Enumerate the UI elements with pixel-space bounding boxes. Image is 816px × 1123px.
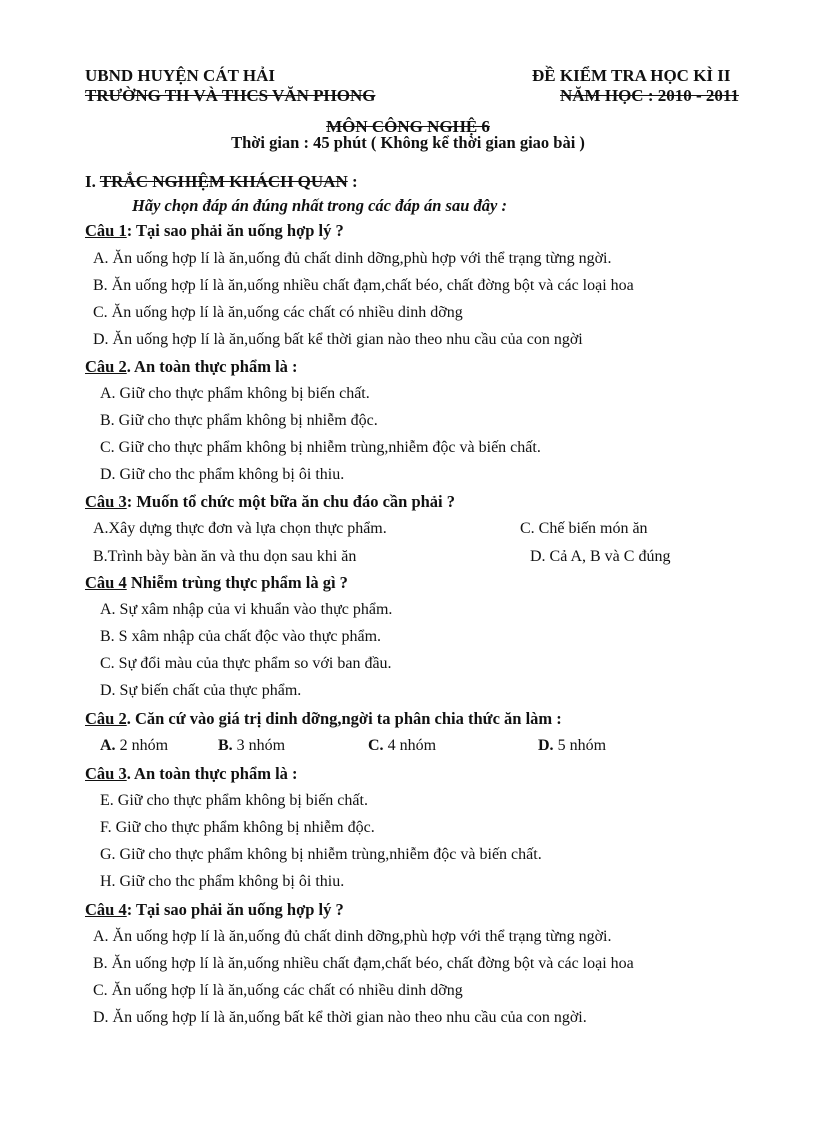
option-b: B.Trình bày bàn ăn và thu dọn sau khi ăn [93,548,357,565]
question-text: : Tại sao phải ăn uống hợp lý ? [126,221,344,240]
option-g: G. Giữ cho thực phẩm không bị nhiễm trùng,nhiễm độc và biến chất. [100,846,542,863]
question-number: Câu 4 [85,900,127,919]
option-d: D. Ăn uống hợp lí là ăn,uống bất kể thời gian nào theo nhu cầu của con ngời. [93,1009,587,1026]
option-c: C. Sự đổi màu của thực phẩm so với ban đầu. [100,655,392,672]
question-text: : Tại sao phải ăn uống hợp lý ? [126,900,344,919]
option-b: B. S xâm nhập của chất độc vào thực phẩm. [100,628,382,645]
option-text: 4 nhóm [383,737,437,754]
section-name: TRẮC NGHIỆM KHÁCH QUAN [99,172,348,191]
option-d [538,737,606,755]
question-heading [85,764,298,784]
question-heading [85,709,562,729]
option-text: 5 nhóm [553,737,607,754]
question-heading [85,221,344,241]
option-e: E. Giữ cho thực phẩm không bị biến chất. [100,792,368,809]
question-number: Câu 3 [85,492,127,511]
option-a: A. Ăn uống hợp lí là ăn,uống đủ chất dinh dỡng,phù hợp với thể trạng từng ngời. [93,928,612,945]
section-prefix: I. [85,172,100,191]
option-a: A. Sự xâm nhập của vi khuẩn vào thực phẩm. [100,601,393,618]
option-a: A. Ăn uống hợp lí là ăn,uống đủ chất dinh dỡng,phù hợp với thể trạng từng ngời. [93,250,612,267]
question-text: : Muốn tổ chức một bữa ăn chu đáo cần phải ? [126,492,456,511]
question-number: Câu 2 [85,357,127,376]
option-d: D. Cả A, B và C đúng [530,548,671,565]
question-text: Nhiễm trùng thực phẩm là gì ? [126,573,348,592]
time-limit: Thời gian : 45 phút ( Không kể thời gian giao bài ) [231,133,585,152]
option-c: C. Chế biến món ăn [520,520,648,537]
school-name: TRƯỜNG TH VÀ THCS VĂN PHONG [85,86,376,105]
question-number: Câu 2 [85,709,127,728]
option-c: C. Ăn uống hợp lí là ăn,uống các chất có nhiều dinh dỡng [93,982,463,999]
option-f: F. Giữ cho thực phẩm không bị nhiễm độc. [100,819,375,836]
option-c [368,737,436,755]
option-d: D. Ăn uống hợp lí là ăn,uống bất kể thời gian nào theo nhu cầu của con ngời [93,331,583,348]
option-b: B. Ăn uống hợp lí là ăn,uống nhiều chất đạm,chất béo, chất đờng bột và các loại hoa [93,277,634,294]
section-title [85,172,358,192]
option-d: D. Giữ cho thc phẩm không bị ôi thiu. [100,466,345,483]
question-text: . Căn cứ vào giá trị dinh dỡng,ngời ta phân chia thức ăn làm : [126,709,562,728]
question-number: Câu 1 [85,221,127,240]
option-b [218,737,285,755]
option-text: 2 nhóm [115,737,169,754]
option-text: 3 nhóm [232,737,286,754]
school-year: NĂM HỌC : 2010 - 2011 [560,86,739,105]
option-c: C. Ăn uống hợp lí là ăn,uống các chất có nhiều dinh dỡng [93,304,463,321]
subject-title: MÔN CÔNG NGHỆ 6 [326,117,490,136]
option-b: B. Giữ cho thực phẩm không bị nhiễm độc. [100,412,378,429]
option-letter: B. [218,737,233,754]
question-number: Câu 4 [85,573,127,592]
option-letter: A. [100,737,116,754]
school-authority: UBND HUYỆN CÁT HẢI [85,66,276,85]
option-a: A. Giữ cho thực phẩm không bị biến chất. [100,385,370,402]
option-c: C. Giữ cho thực phẩm không bị nhiễm trùng,nhiễm độc và biến chất. [100,439,541,456]
question-text: . An toàn thực phẩm là : [126,357,298,376]
question-heading [85,357,298,377]
question-heading [85,492,455,512]
question-text: . An toàn thực phẩm là : [126,764,298,783]
option-letter: D. [538,737,554,754]
option-h: H. Giữ cho thc phẩm không bị ôi thiu. [100,873,345,890]
option-letter: C. [368,737,384,754]
question-heading [85,900,344,920]
option-a: A.Xây dựng thực đơn và lựa chọn thực phẩm. [93,520,387,537]
section-suffix: : [347,172,358,191]
question-heading [85,573,348,593]
exam-title: ĐỀ KIỂM TRA HỌC KÌ II [532,66,731,85]
option-b: B. Ăn uống hợp lí là ăn,uống nhiều chất đạm,chất béo, chất đờng bột và các loại hoa [93,955,634,972]
question-number: Câu 3 [85,764,127,783]
option-d: D. Sự biến chất của thực phẩm. [100,682,302,699]
instruction: Hãy chọn đáp án đúng nhất trong các đáp án sau đây : [132,196,507,215]
option-a [100,737,168,755]
